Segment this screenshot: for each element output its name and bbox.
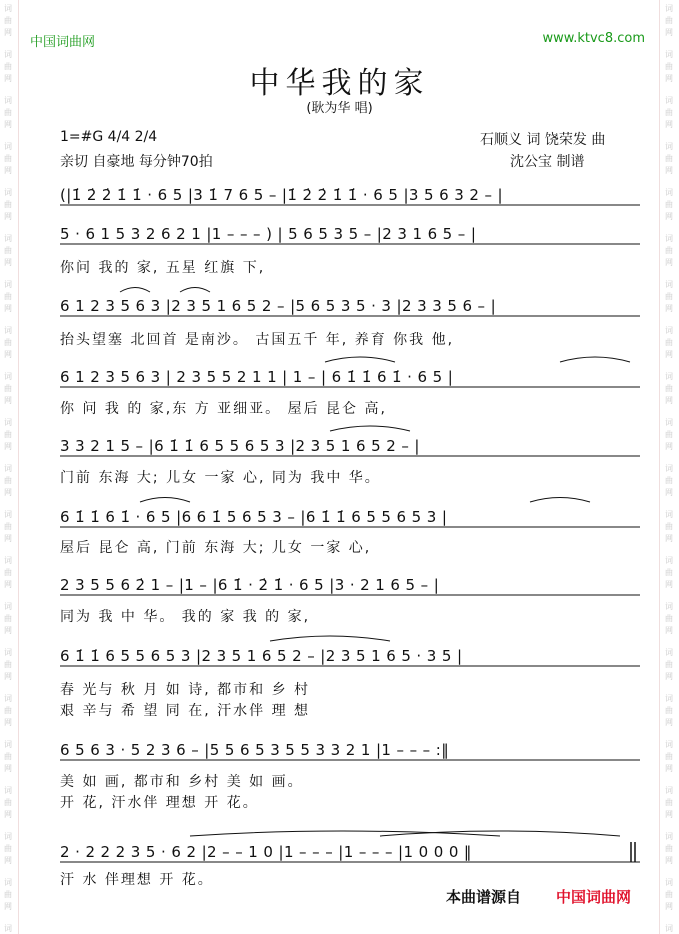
watermark-glyph: 网	[4, 396, 12, 405]
score-row-3-notes: 6 1 2 3 5 6 3 |2 3 5 1 6 5 2 – |5 6 5 3 5 · 3 |2 3 3 5 6 – |	[60, 297, 497, 315]
score-row-6-notes: 6 1̇ 1̇ 6 1̇ · 6 5 |6 6 1̇ 5 6 5 3 – |6 1̇ 1̇ 6 5 5 6 5 3 |	[60, 508, 448, 526]
watermark-glyph: 词	[4, 96, 12, 105]
watermark-glyph: 词	[4, 372, 12, 381]
watermark-glyph: 词	[4, 832, 12, 841]
watermark-glyph: 曲	[665, 384, 673, 393]
score-row-2-lyric-1: 你问 我的 家, 五星 红旗 下,	[60, 260, 266, 276]
watermark-glyph: 曲	[665, 522, 673, 531]
watermark-glyph: 网	[4, 764, 12, 773]
score-row-8-lyric-1: 春 光与 秋 月 如 诗, 都市和 乡 村	[60, 682, 311, 698]
watermark-glyph: 曲	[4, 154, 12, 163]
watermark-glyph: 网	[4, 580, 12, 589]
watermark-glyph: 网	[665, 764, 673, 773]
watermark-glyph: 网	[665, 442, 673, 451]
watermark-glyph: 曲	[665, 890, 673, 899]
watermark-glyph: 词	[665, 188, 673, 197]
watermark-glyph: 曲	[4, 614, 12, 623]
watermark-glyph: 曲	[665, 292, 673, 301]
watermark-glyph: 曲	[4, 706, 12, 715]
watermark-glyph: 网	[665, 902, 673, 911]
watermark-glyph: 曲	[4, 384, 12, 393]
score-row-7-lyric-1: 同为 我 中 华。 我的 家 我 的 家,	[60, 609, 311, 625]
watermark-glyph: 词	[665, 418, 673, 427]
watermark-glyph: 曲	[4, 246, 12, 255]
score-row-9-lyric-1: 美 如 画, 都市和 乡村 美 如 画。	[60, 774, 304, 790]
watermark-glyph: 词	[665, 878, 673, 887]
watermark-glyph: 词	[665, 96, 673, 105]
watermark-glyph: 网	[665, 166, 673, 175]
footer-source-site[interactable]: 中国词曲网	[556, 888, 632, 906]
watermark-glyph: 曲	[665, 154, 673, 163]
watermark-glyph: 词	[665, 786, 673, 795]
watermark-glyph: 曲	[4, 752, 12, 761]
watermark-glyph: 词	[4, 280, 12, 289]
watermark-glyph: 曲	[665, 614, 673, 623]
footer-source-label: 本曲谱源自	[446, 888, 522, 906]
watermark-glyph: 曲	[665, 246, 673, 255]
watermark-glyph: 网	[665, 350, 673, 359]
watermark-glyph: 词	[665, 234, 673, 243]
watermark-glyph: 曲	[4, 568, 12, 577]
watermark-glyph: 网	[665, 304, 673, 313]
score-row-7-notes: 2 3 5 5 6 2̇ 1 – |1 – |6 1̇ · 2̇ 1̇ · 6 5 |3 · 2 1 6 5 – |	[60, 576, 440, 594]
watermark-glyph: 曲	[665, 798, 673, 807]
watermark-glyph: 词	[665, 464, 673, 473]
watermark-glyph: 网	[4, 672, 12, 681]
watermark-glyph: 网	[665, 810, 673, 819]
score-row-9-notes: 6 5 6 3 · 5 2 3 6 – |5 5 6 5 3 5 5 3 3 2 1 |1 – – – :‖	[60, 741, 450, 759]
watermark-glyph: 曲	[4, 798, 12, 807]
watermark-glyph: 网	[4, 902, 12, 911]
watermark-glyph: 网	[665, 258, 673, 267]
watermark-glyph: 词	[665, 326, 673, 335]
watermark-glyph: 词	[665, 280, 673, 289]
score-row-8-notes: 6 1̇ 1̇ 6 5 5 6 5 3 |2 3 5 1 6 5 2 – |2 3 5 1 6 5 · 3 5 |	[60, 647, 463, 665]
score-row-4-lyric-1: 你 问 我 的 家,东 方 亚细亚。 屋后 昆仑 高,	[60, 401, 387, 417]
score-row-4-notes: 6 1 2 3 5 6 3 | 2 3 5 5 2 1 1 | 1 – | 6 1̇ 1̇ 6 1̇ · 6 5 |	[60, 368, 454, 386]
watermark-glyph: 词	[665, 50, 673, 59]
score-row-6-lyric-1: 屋后 昆仑 高, 门前 东海 大; 儿女 一家 心,	[60, 540, 372, 556]
score-row-2-notes: 5 · 6 1 5 3 2 6 2 1 |1 – – – ) | 5 6 5 3 5 – |2 3 1 6 5 – |	[60, 225, 477, 243]
watermark-glyph: 曲	[4, 660, 12, 669]
site-url-right[interactable]: www.ktvc8.com	[542, 31, 645, 46]
watermark-glyph: 曲	[665, 430, 673, 439]
watermark-glyph: 曲	[665, 706, 673, 715]
watermark-glyph: 词	[4, 50, 12, 59]
watermark-glyph: 网	[4, 350, 12, 359]
watermark-glyph: 词	[665, 4, 673, 13]
watermark-glyph: 曲	[665, 16, 673, 25]
watermark-glyph: 曲	[4, 522, 12, 531]
watermark-glyph: 曲	[665, 338, 673, 347]
watermark-glyph: 词	[4, 234, 12, 243]
watermark-glyph: 网	[4, 258, 12, 267]
watermark-glyph: 网	[4, 626, 12, 635]
watermark-glyph: 词	[4, 326, 12, 335]
watermark-glyph: 词	[4, 556, 12, 565]
watermark-glyph: 词	[665, 602, 673, 611]
watermark-glyph: 词	[665, 510, 673, 519]
watermark-glyph: 曲	[4, 338, 12, 347]
score-row-8-lyric-2: 艰 辛与 希 望 同 在, 汗水伴 理 想	[60, 703, 311, 719]
watermark-glyph: 网	[665, 718, 673, 727]
watermark-glyph: 词	[665, 142, 673, 151]
score-row-1-notes: (|1̇ 2̇ 2̇ 1̇ 1̇ · 6 5 |3 1̇ 7 6 5 – |1̇ 2̇ 2̇ 1̇ 1̇ · 6 5 |3 5 6 3 2 – |	[60, 186, 504, 204]
watermark-glyph: 网	[4, 166, 12, 175]
watermark-glyph: 词	[4, 740, 12, 749]
key-meter: 1=#G 4/4 2/4	[60, 129, 158, 145]
watermark-glyph: 曲	[4, 16, 12, 25]
watermark-glyph: 词	[665, 556, 673, 565]
watermark-glyph: 网	[4, 442, 12, 451]
watermark-glyph: 曲	[4, 844, 12, 853]
score-row-5-notes: 3 3 2 1 5 – |6 1̇ 1̇ 6 5 5 6 5 3 |2 3 5 1 6 5 2 – |	[60, 437, 420, 455]
watermark-glyph: 曲	[4, 62, 12, 71]
watermark-glyph: 曲	[665, 568, 673, 577]
watermark-glyph: 词	[665, 740, 673, 749]
watermark-glyph: 网	[4, 28, 12, 37]
score-row-9-lyric-2: 开 花, 汗水伴 理想 开 花。	[60, 795, 259, 811]
watermark-glyph: 曲	[665, 62, 673, 71]
watermark-glyph: 曲	[665, 108, 673, 117]
watermark-glyph: 网	[665, 856, 673, 865]
watermark-glyph: 网	[4, 488, 12, 497]
watermark-glyph: 曲	[4, 200, 12, 209]
watermark-glyph: 网	[665, 488, 673, 497]
watermark-glyph: 网	[665, 672, 673, 681]
watermark-glyph: 网	[4, 74, 12, 83]
watermark-glyph: 网	[4, 534, 12, 543]
beam-underlines	[60, 205, 640, 862]
watermark-glyph: 网	[4, 304, 12, 313]
watermark-glyph: 词	[4, 694, 12, 703]
watermark-glyph: 词	[665, 832, 673, 841]
score-row-10-lyric-1: 汗 水 伴理想 开 花。	[60, 872, 214, 888]
watermark-glyph: 词	[4, 188, 12, 197]
watermark-glyph: 网	[665, 120, 673, 129]
watermark-glyph: 词	[4, 602, 12, 611]
watermark-glyph: 词	[665, 694, 673, 703]
watermark-glyph: 词	[665, 924, 673, 933]
final-barline	[631, 842, 635, 862]
watermark-glyph: 网	[665, 396, 673, 405]
watermark-glyph: 词	[665, 648, 673, 657]
watermark-glyph: 曲	[4, 108, 12, 117]
watermark-glyph: 词	[4, 418, 12, 427]
watermark-glyph: 网	[665, 212, 673, 221]
watermark-glyph: 曲	[4, 430, 12, 439]
watermark-glyph: 词	[665, 372, 673, 381]
watermark-glyph: 词	[4, 510, 12, 519]
watermark-glyph: 词	[4, 142, 12, 151]
watermark-glyph: 词	[4, 878, 12, 887]
watermark-glyph: 曲	[665, 660, 673, 669]
watermark-glyph: 网	[665, 534, 673, 543]
watermark-glyph: 曲	[665, 200, 673, 209]
tempo-marking: 亲切 自豪地 每分钟70拍	[60, 154, 213, 170]
watermark-glyph: 词	[4, 648, 12, 657]
slur-arcs	[120, 288, 630, 837]
watermark-glyph: 曲	[665, 844, 673, 853]
watermark-glyph: 网	[665, 626, 673, 635]
watermark-glyph: 网	[4, 856, 12, 865]
arranger: 沈公宝 制谱	[510, 154, 585, 170]
watermark-glyph: 曲	[665, 476, 673, 485]
watermark-glyph: 网	[4, 212, 12, 221]
watermark-glyph: 网	[665, 28, 673, 37]
watermark-glyph: 曲	[4, 890, 12, 899]
watermark-glyph: 词	[4, 4, 12, 13]
score-row-10-notes: 2 · 2 2 2 3 5 · 6 2 |2 – – 1 0 |1 – – – |1 – – – |1 0 0 0 ‖	[60, 843, 472, 861]
watermark-glyph: 词	[4, 464, 12, 473]
watermark-glyph: 网	[4, 120, 12, 129]
watermark-glyph: 曲	[665, 752, 673, 761]
watermark-glyph: 曲	[4, 292, 12, 301]
song-subtitle: (耿为华 唱)	[306, 101, 373, 116]
watermark-glyph: 网	[4, 810, 12, 819]
score-row-5-lyric-1: 门前 东海 大; 儿女 一家 心, 同为 我中 华。	[60, 470, 381, 486]
song-title: 中华我的家	[249, 66, 430, 101]
watermark-glyph: 网	[665, 74, 673, 83]
site-name-left[interactable]: 中国词曲网	[30, 35, 96, 50]
watermark-glyph: 词	[4, 786, 12, 795]
watermark-glyph: 网	[4, 718, 12, 727]
score-row-3-lyric-1: 抬头望塞 北回首 是南沙。 古国五千 年, 养育 你我 他,	[60, 332, 455, 348]
watermark-glyph: 词	[4, 924, 12, 933]
credits: 石顺义 词 饶荣发 曲	[480, 132, 606, 148]
watermark-glyph: 曲	[4, 476, 12, 485]
watermark-glyph: 网	[665, 580, 673, 589]
